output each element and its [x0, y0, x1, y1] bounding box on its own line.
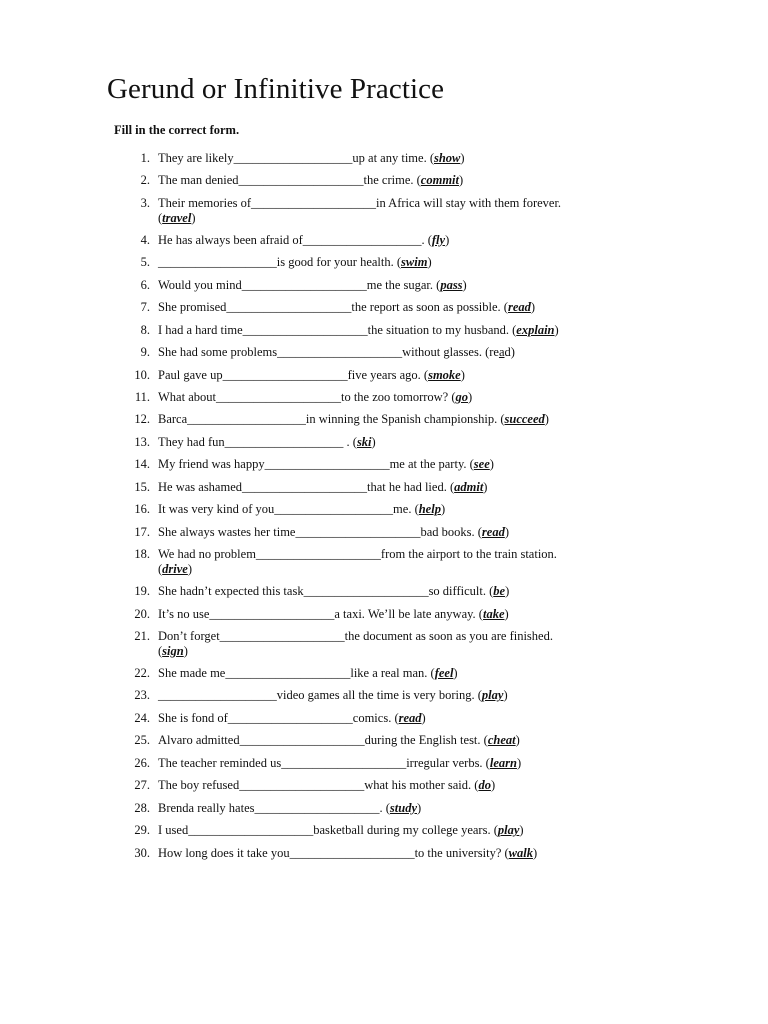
sentence-text-line2: (	[158, 562, 163, 577]
item-number: 8.	[140, 322, 150, 337]
item-number: 23.	[134, 688, 150, 703]
item-number: 6.	[140, 277, 150, 292]
item-sentence	[158, 300, 535, 315]
verb-hint: walk	[508, 845, 533, 860]
sentence-text: She is fond of____________________comics. (	[158, 710, 399, 725]
item-number: 18.	[134, 547, 150, 562]
sentence-text: She always wastes her time____________________bad books. (	[158, 524, 482, 539]
sentence-close: )	[504, 524, 510, 539]
verb-hint: ski	[356, 434, 372, 449]
item-number: 28.	[134, 800, 150, 815]
sentence-text: ___________________video games all the time is very boring. (	[158, 688, 482, 703]
item-number: 9.	[140, 345, 150, 360]
sentence-close: )	[468, 390, 473, 404]
sentence-text: ___________________is good for your health. (	[158, 255, 402, 270]
sentence-text: We had no problem____________________from the airport to the train station.	[158, 547, 557, 562]
sentence-text: My friend was happy____________________me at the party. (	[158, 457, 474, 472]
sentence-text-line2: (	[158, 210, 163, 225]
verb-hint: read	[481, 524, 505, 539]
item-sentence	[158, 323, 559, 338]
verb-hint: be	[493, 584, 506, 599]
item-number: 21.	[134, 629, 150, 643]
item-number: 30.	[134, 845, 150, 860]
sentence-close: )	[445, 232, 450, 247]
sentence-close: )	[544, 412, 549, 427]
sentence-close: )	[510, 345, 515, 360]
sentence-text: She made me____________________like a real man. (	[158, 666, 435, 680]
item-number: 29.	[134, 823, 150, 838]
item-sentence	[158, 666, 458, 681]
sentence-close: )	[440, 502, 446, 517]
sentence-text: They are likely___________________up at any time. (	[158, 151, 434, 165]
sentence-text: It was very kind of you___________________me. (	[158, 502, 419, 517]
item-number: 3.	[140, 195, 150, 210]
sentence-text: It’s no use____________________a taxi. We’ll be late anyway. (	[158, 606, 483, 621]
verb-hint: do	[478, 778, 491, 793]
verb-hint: feel	[434, 666, 454, 680]
item-number: 13.	[134, 434, 150, 449]
sentence-close: )	[191, 210, 196, 225]
item-number: 16.	[134, 502, 150, 517]
item-sentence	[158, 756, 521, 771]
item-sentence	[158, 525, 509, 540]
item-number: 1.	[140, 151, 150, 165]
sentence-close: )	[417, 800, 422, 815]
verb-hint	[489, 345, 511, 359]
sentence-text: Their memories of____________________in Africa will stay with them forever.	[158, 195, 562, 210]
verb-hint: swim	[401, 255, 428, 270]
item-sentence	[158, 629, 553, 659]
verb-hint-part: d	[504, 345, 511, 360]
item-sentence	[158, 778, 495, 793]
item-sentence	[158, 846, 537, 861]
sentence-close: )	[530, 300, 536, 315]
sentence-text: He has always been afraid of___________________. (	[158, 232, 432, 247]
sentence-close: )	[183, 644, 188, 658]
item-sentence	[158, 345, 515, 360]
sentence-close: )	[504, 606, 509, 621]
item-sentence	[158, 368, 465, 383]
sentence-close: )	[503, 688, 508, 703]
verb-hint: succeed	[504, 412, 545, 427]
sentence-close: )	[459, 173, 464, 188]
sentence-text: Paul gave up____________________five years ago. (	[158, 367, 429, 382]
item-sentence	[158, 278, 467, 293]
sentence-text: They had fun___________________ . (	[158, 434, 357, 449]
item-sentence	[158, 607, 509, 622]
sentence-close: )	[427, 255, 432, 270]
verb-hint: fly	[431, 232, 446, 247]
verb-hint: study	[389, 800, 417, 815]
item-number: 24.	[134, 710, 150, 725]
sentence-close: )	[371, 434, 376, 449]
sentence-close: )	[460, 367, 465, 382]
verb-hint: read	[398, 710, 422, 725]
sentence-text: She promised____________________the report as soon as possible. (	[158, 300, 508, 315]
item-number: 7.	[140, 300, 150, 315]
sentence-text: She hadn’t expected this task____________________so difficult. (	[158, 584, 494, 599]
sentence-close: )	[460, 151, 465, 165]
verb-hint: help	[418, 502, 441, 517]
item-number: 2.	[140, 173, 150, 188]
sentence-text: The boy refused____________________what his mother said. (	[158, 778, 479, 793]
verb-hint: cheat	[487, 733, 516, 748]
item-number: 19.	[134, 584, 150, 599]
sentence-text: Alvaro admitted____________________during the English test. (	[158, 733, 488, 748]
item-sentence	[158, 502, 445, 517]
sentence-text: Would you mind____________________me the sugar. (	[158, 277, 441, 292]
item-sentence	[158, 711, 426, 726]
verb-hint: play	[497, 823, 520, 838]
item-number: 14.	[134, 457, 150, 472]
sentence-close: )	[462, 277, 467, 292]
verb-hint-part: re	[489, 345, 499, 360]
sentence-text: She had some problems____________________without glasses. (	[158, 345, 490, 360]
item-sentence	[158, 688, 508, 703]
sentence-close: )	[505, 584, 510, 599]
item-number: 17.	[134, 524, 150, 539]
verb-hint: drive	[162, 562, 188, 577]
sentence-text: The man denied____________________the crime. (	[158, 173, 421, 188]
sentence-text: I had a hard time____________________the situation to my husband. (	[158, 322, 517, 337]
verb-hint: pass	[440, 277, 463, 292]
verb-hint: show	[433, 151, 461, 165]
sentence-close: )	[532, 845, 538, 860]
item-sentence	[158, 412, 549, 427]
verb-hint: explain	[516, 322, 555, 337]
sentence-text: I used____________________basketball during my college years. (	[158, 823, 498, 838]
sentence-close: )	[489, 457, 494, 472]
item-number: 5.	[140, 255, 150, 270]
sentence-text: Barca___________________in winning the Spanish championship. (	[158, 412, 505, 427]
sentence-text-line2: (	[158, 644, 163, 658]
sentence-text: The teacher reminded us____________________irregular verbs. (	[158, 755, 490, 770]
sentence-text: He was ashamed____________________that he had lied. (	[158, 479, 455, 494]
sentence-close: )	[421, 710, 426, 725]
sentence-text: How long does it take you____________________to the university? (	[158, 845, 509, 860]
sentence-close: )	[516, 755, 522, 770]
item-number: 12.	[134, 412, 150, 427]
sentence-close: )	[519, 823, 524, 838]
item-number: 26.	[134, 755, 150, 770]
sentence-text: Brenda really hates____________________. (	[158, 800, 390, 815]
verb-hint: learn	[489, 755, 517, 770]
item-number: 27.	[134, 778, 150, 793]
item-sentence	[158, 196, 561, 226]
sentence-close: )	[490, 778, 496, 793]
item-sentence	[158, 801, 421, 816]
item-sentence	[158, 390, 472, 405]
sentence-close: )	[554, 322, 559, 337]
item-sentence	[158, 255, 432, 270]
verb-hint: admit	[454, 479, 484, 494]
item-sentence	[158, 480, 487, 495]
page-title: Gerund or Infinitive Practice	[107, 73, 445, 105]
verb-hint: smoke	[428, 367, 461, 382]
verb-hint: go	[455, 390, 469, 404]
item-sentence	[158, 435, 376, 450]
verb-hint: sign	[162, 644, 184, 658]
sentence-close: )	[187, 562, 193, 577]
sentence-close: )	[453, 666, 458, 680]
sentence-close: )	[483, 479, 488, 494]
item-sentence	[158, 173, 463, 188]
instructions: Fill in the correct form.	[114, 123, 240, 137]
item-number: 25.	[134, 733, 150, 748]
verb-hint: read	[507, 300, 531, 315]
verb-hint: see	[473, 457, 490, 472]
verb-hint-part: a	[498, 345, 505, 360]
item-sentence	[158, 547, 557, 577]
item-sentence	[158, 151, 465, 166]
item-number: 20.	[134, 606, 150, 621]
sentence-text: What about____________________to the zoo tomorrow? (	[158, 390, 456, 404]
verb-hint: take	[482, 606, 505, 621]
sentence-text: Don’t forget____________________the document as soon as you are finished.	[158, 629, 553, 643]
item-sentence	[158, 584, 509, 599]
item-number: 11.	[134, 390, 150, 404]
item-sentence	[158, 233, 449, 248]
item-number: 22.	[134, 666, 150, 680]
item-number: 15.	[134, 479, 150, 494]
item-sentence	[158, 457, 494, 472]
item-sentence	[158, 823, 524, 838]
verb-hint: commit	[420, 173, 459, 188]
sentence-close: )	[515, 733, 520, 748]
item-number: 10.	[134, 367, 150, 382]
item-number: 4.	[140, 232, 150, 247]
item-sentence	[158, 733, 520, 748]
verb-hint: play	[481, 688, 504, 703]
verb-hint: travel	[162, 210, 192, 225]
